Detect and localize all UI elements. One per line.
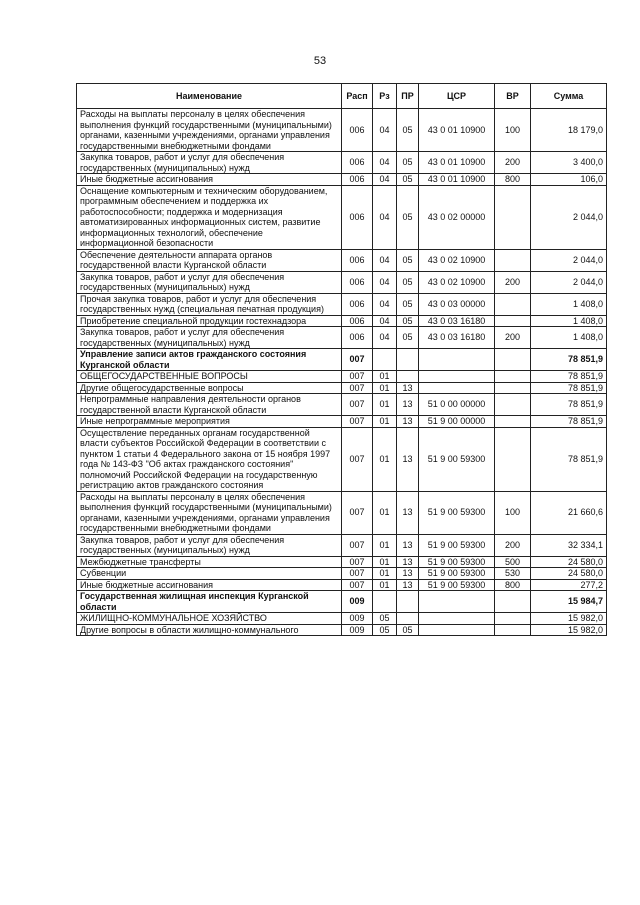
cell-name: Иные бюджетные ассигнования [77, 579, 342, 591]
cell-csr: 51 9 00 59300 [419, 579, 495, 591]
cell-csr: 43 0 03 16180 [419, 315, 495, 327]
cell-pr: 13 [397, 534, 419, 556]
cell-sum: 32 334,1 [531, 534, 607, 556]
cell-name: Управление записи актов гражданского состояния Курганской области [77, 349, 342, 371]
cell-pr: 05 [397, 624, 419, 636]
cell-rz: 01 [373, 491, 397, 534]
cell-sum: 15 984,7 [531, 591, 607, 613]
cell-rasp: 007 [342, 349, 373, 371]
cell-rasp: 006 [342, 327, 373, 349]
cell-rz [373, 349, 397, 371]
cell-pr: 05 [397, 185, 419, 249]
cell-sum: 78 851,9 [531, 427, 607, 491]
cell-csr: 51 9 00 59300 [419, 427, 495, 491]
cell-rasp: 007 [342, 556, 373, 568]
cell-csr: 43 0 01 10900 [419, 152, 495, 174]
cell-rasp: 007 [342, 534, 373, 556]
cell-rz: 04 [373, 152, 397, 174]
cell-rz: 04 [373, 293, 397, 315]
cell-rasp: 007 [342, 568, 373, 580]
cell-vr [495, 427, 531, 491]
cell-name: Другие вопросы в области жилищно-коммунального [77, 624, 342, 636]
cell-vr: 500 [495, 556, 531, 568]
cell-csr [419, 613, 495, 625]
cell-sum: 1 408,0 [531, 327, 607, 349]
cell-vr [495, 394, 531, 416]
cell-rz: 01 [373, 579, 397, 591]
cell-vr [495, 591, 531, 613]
cell-sum: 2 044,0 [531, 185, 607, 249]
cell-csr: 51 9 00 59300 [419, 534, 495, 556]
cell-csr [419, 382, 495, 394]
cell-rz: 01 [373, 416, 397, 428]
table-row [77, 109, 607, 152]
cell-pr [397, 371, 419, 383]
table-row [77, 271, 607, 293]
table-body [77, 109, 607, 636]
cell-vr: 200 [495, 327, 531, 349]
table-row [77, 174, 607, 186]
table-row [77, 371, 607, 383]
header-rz: Рз [373, 84, 397, 109]
cell-csr: 43 0 03 00000 [419, 293, 495, 315]
table-row [77, 556, 607, 568]
table-row [77, 185, 607, 249]
cell-sum: 1 408,0 [531, 315, 607, 327]
table-row [77, 152, 607, 174]
cell-vr [495, 315, 531, 327]
table-row [77, 315, 607, 327]
cell-name: Другие общегосударственные вопросы [77, 382, 342, 394]
cell-rasp: 007 [342, 579, 373, 591]
cell-rz: 05 [373, 613, 397, 625]
cell-rz: 01 [373, 382, 397, 394]
table-row [77, 416, 607, 428]
cell-pr: 13 [397, 491, 419, 534]
cell-sum: 78 851,9 [531, 416, 607, 428]
cell-rz: 01 [373, 427, 397, 491]
table-row [77, 613, 607, 625]
cell-vr: 200 [495, 271, 531, 293]
cell-sum: 78 851,9 [531, 349, 607, 371]
cell-csr: 51 0 00 00000 [419, 394, 495, 416]
cell-sum: 21 660,6 [531, 491, 607, 534]
cell-rz: 04 [373, 109, 397, 152]
cell-rasp: 009 [342, 591, 373, 613]
cell-csr: 43 0 02 10900 [419, 271, 495, 293]
cell-rasp: 007 [342, 394, 373, 416]
cell-name: Приобретение специальной продукции гостехнадзора [77, 315, 342, 327]
cell-name: Закупка товаров, работ и услуг для обеспечения государственных (муниципальных) нужд [77, 271, 342, 293]
cell-name: Субвенции [77, 568, 342, 580]
cell-pr: 13 [397, 556, 419, 568]
header-sum: Сумма [531, 84, 607, 109]
cell-sum: 18 179,0 [531, 109, 607, 152]
cell-csr: 51 9 00 00000 [419, 416, 495, 428]
cell-sum: 15 982,0 [531, 624, 607, 636]
cell-pr [397, 349, 419, 371]
cell-rasp: 007 [342, 371, 373, 383]
cell-pr: 13 [397, 394, 419, 416]
page-number: 53 [313, 55, 327, 67]
table-row [77, 394, 607, 416]
cell-name: Оснащение компьютерным и техническим оборудованием, программным обеспечением и поддержка их работоспособности; поддержка и модернизация автоматизированных информационных систем, развитие информационных технологий, обеспечение информационной безопасности [77, 185, 342, 249]
header-pr: ПР [397, 84, 419, 109]
cell-name: Расходы на выплаты персоналу в целях обеспечения выполнения функций государственными (муниципальными) органами, казенными учреждениями, органами управления государственными внебюджетными фондами [77, 491, 342, 534]
cell-sum: 1 408,0 [531, 293, 607, 315]
cell-rasp: 009 [342, 624, 373, 636]
cell-sum: 78 851,9 [531, 382, 607, 394]
cell-rz: 04 [373, 174, 397, 186]
cell-rz: 04 [373, 185, 397, 249]
cell-pr: 13 [397, 382, 419, 394]
cell-pr: 05 [397, 152, 419, 174]
cell-name: Осуществление переданных органам государственной власти субъектов Российской Федерации в соответствии с пунктом 1 статьи 4 Федерального закона от 15 ноября 1997 года № 143-ФЗ "Об актах гражданского состояния" полномочий Российской Федерации на государственную регистрацию актов гражданского состояния [77, 427, 342, 491]
header-csr: ЦСР [419, 84, 495, 109]
table-row [77, 349, 607, 371]
cell-rasp: 006 [342, 185, 373, 249]
cell-sum: 24 580,0 [531, 568, 607, 580]
cell-pr [397, 591, 419, 613]
cell-name: Государственная жилищная инспекция Курганской области [77, 591, 342, 613]
table-row [77, 568, 607, 580]
cell-rasp: 007 [342, 427, 373, 491]
cell-sum: 78 851,9 [531, 371, 607, 383]
cell-vr [495, 624, 531, 636]
cell-name: Закупка товаров, работ и услуг для обеспечения государственных (муниципальных) нужд [77, 327, 342, 349]
cell-csr: 43 0 01 10900 [419, 174, 495, 186]
cell-rz: 01 [373, 534, 397, 556]
table-row [77, 427, 607, 491]
cell-rasp: 006 [342, 249, 373, 271]
cell-rz: 04 [373, 271, 397, 293]
cell-name: Межбюджетные трансферты [77, 556, 342, 568]
cell-vr: 200 [495, 534, 531, 556]
table-header-row [77, 84, 607, 109]
cell-rasp: 006 [342, 152, 373, 174]
cell-csr: 43 0 02 00000 [419, 185, 495, 249]
header-name: Наименование [77, 84, 342, 109]
cell-rasp: 006 [342, 174, 373, 186]
cell-csr: 43 0 03 16180 [419, 327, 495, 349]
table-row [77, 293, 607, 315]
cell-pr: 05 [397, 315, 419, 327]
cell-pr: 05 [397, 293, 419, 315]
cell-rz: 04 [373, 327, 397, 349]
cell-vr [495, 185, 531, 249]
table-row [77, 382, 607, 394]
header-vr: ВР [495, 84, 531, 109]
cell-vr: 530 [495, 568, 531, 580]
table-row [77, 534, 607, 556]
cell-vr [495, 613, 531, 625]
cell-rasp: 006 [342, 109, 373, 152]
cell-csr: 43 0 02 10900 [419, 249, 495, 271]
cell-rasp: 007 [342, 416, 373, 428]
cell-name: Иные бюджетные ассигнования [77, 174, 342, 186]
table-row [77, 624, 607, 636]
cell-rz: 05 [373, 624, 397, 636]
cell-vr [495, 382, 531, 394]
cell-vr: 800 [495, 174, 531, 186]
cell-name: Иные непрограммные мероприятия [77, 416, 342, 428]
cell-pr: 05 [397, 109, 419, 152]
cell-sum: 78 851,9 [531, 394, 607, 416]
header-rasp: Расп [342, 84, 373, 109]
cell-sum: 2 044,0 [531, 249, 607, 271]
cell-rasp: 007 [342, 491, 373, 534]
cell-rasp: 009 [342, 613, 373, 625]
cell-rz: 01 [373, 371, 397, 383]
cell-rz: 04 [373, 249, 397, 271]
cell-name: Непрограммные направления деятельности органов государственной власти Курганской области [77, 394, 342, 416]
cell-name: Расходы на выплаты персоналу в целях обеспечения выполнения функций государственными (муниципальными) органами, казенными учреждениями, органами управления государственными внебюджетными фондами [77, 109, 342, 152]
cell-rasp: 006 [342, 293, 373, 315]
cell-rasp: 007 [342, 382, 373, 394]
table-row [77, 491, 607, 534]
cell-csr [419, 349, 495, 371]
cell-sum: 2 044,0 [531, 271, 607, 293]
cell-pr: 05 [397, 174, 419, 186]
cell-rz: 01 [373, 556, 397, 568]
cell-csr: 51 9 00 59300 [419, 556, 495, 568]
cell-pr: 13 [397, 579, 419, 591]
cell-vr: 100 [495, 109, 531, 152]
table-row [77, 579, 607, 591]
cell-sum: 277,2 [531, 579, 607, 591]
cell-vr [495, 416, 531, 428]
cell-csr [419, 624, 495, 636]
cell-name: Закупка товаров, работ и услуг для обеспечения государственных (муниципальных) нужд [77, 152, 342, 174]
cell-vr [495, 293, 531, 315]
budget-table [76, 83, 607, 636]
cell-rz [373, 591, 397, 613]
table-row [77, 249, 607, 271]
cell-vr [495, 349, 531, 371]
cell-pr [397, 613, 419, 625]
cell-csr: 51 9 00 59300 [419, 491, 495, 534]
cell-vr: 100 [495, 491, 531, 534]
cell-pr: 05 [397, 271, 419, 293]
cell-name: Закупка товаров, работ и услуг для обеспечения государственных (муниципальных) нужд [77, 534, 342, 556]
cell-csr: 51 9 00 59300 [419, 568, 495, 580]
cell-pr: 05 [397, 327, 419, 349]
cell-name: ОБЩЕГОСУДАРСТВЕННЫЕ ВОПРОСЫ [77, 371, 342, 383]
cell-rasp: 006 [342, 271, 373, 293]
cell-csr [419, 591, 495, 613]
cell-vr [495, 371, 531, 383]
cell-pr: 13 [397, 568, 419, 580]
cell-sum: 3 400,0 [531, 152, 607, 174]
table-row [77, 327, 607, 349]
cell-pr: 13 [397, 427, 419, 491]
cell-sum: 24 580,0 [531, 556, 607, 568]
cell-sum: 15 982,0 [531, 613, 607, 625]
cell-name: Обеспечение деятельности аппарата органов государственной власти Курганской области [77, 249, 342, 271]
cell-csr: 43 0 01 10900 [419, 109, 495, 152]
cell-name: ЖИЛИЩНО-КОММУНАЛЬНОЕ ХОЗЯЙСТВО [77, 613, 342, 625]
cell-csr [419, 371, 495, 383]
cell-vr: 800 [495, 579, 531, 591]
cell-pr: 05 [397, 249, 419, 271]
cell-rz: 01 [373, 568, 397, 580]
cell-pr: 13 [397, 416, 419, 428]
cell-rz: 01 [373, 394, 397, 416]
cell-name: Прочая закупка товаров, работ и услуг для обеспечения государственных нужд (специальная печатная продукция) [77, 293, 342, 315]
cell-vr: 200 [495, 152, 531, 174]
cell-sum: 106,0 [531, 174, 607, 186]
cell-rz: 04 [373, 315, 397, 327]
cell-vr [495, 249, 531, 271]
cell-rasp: 006 [342, 315, 373, 327]
table-row [77, 591, 607, 613]
